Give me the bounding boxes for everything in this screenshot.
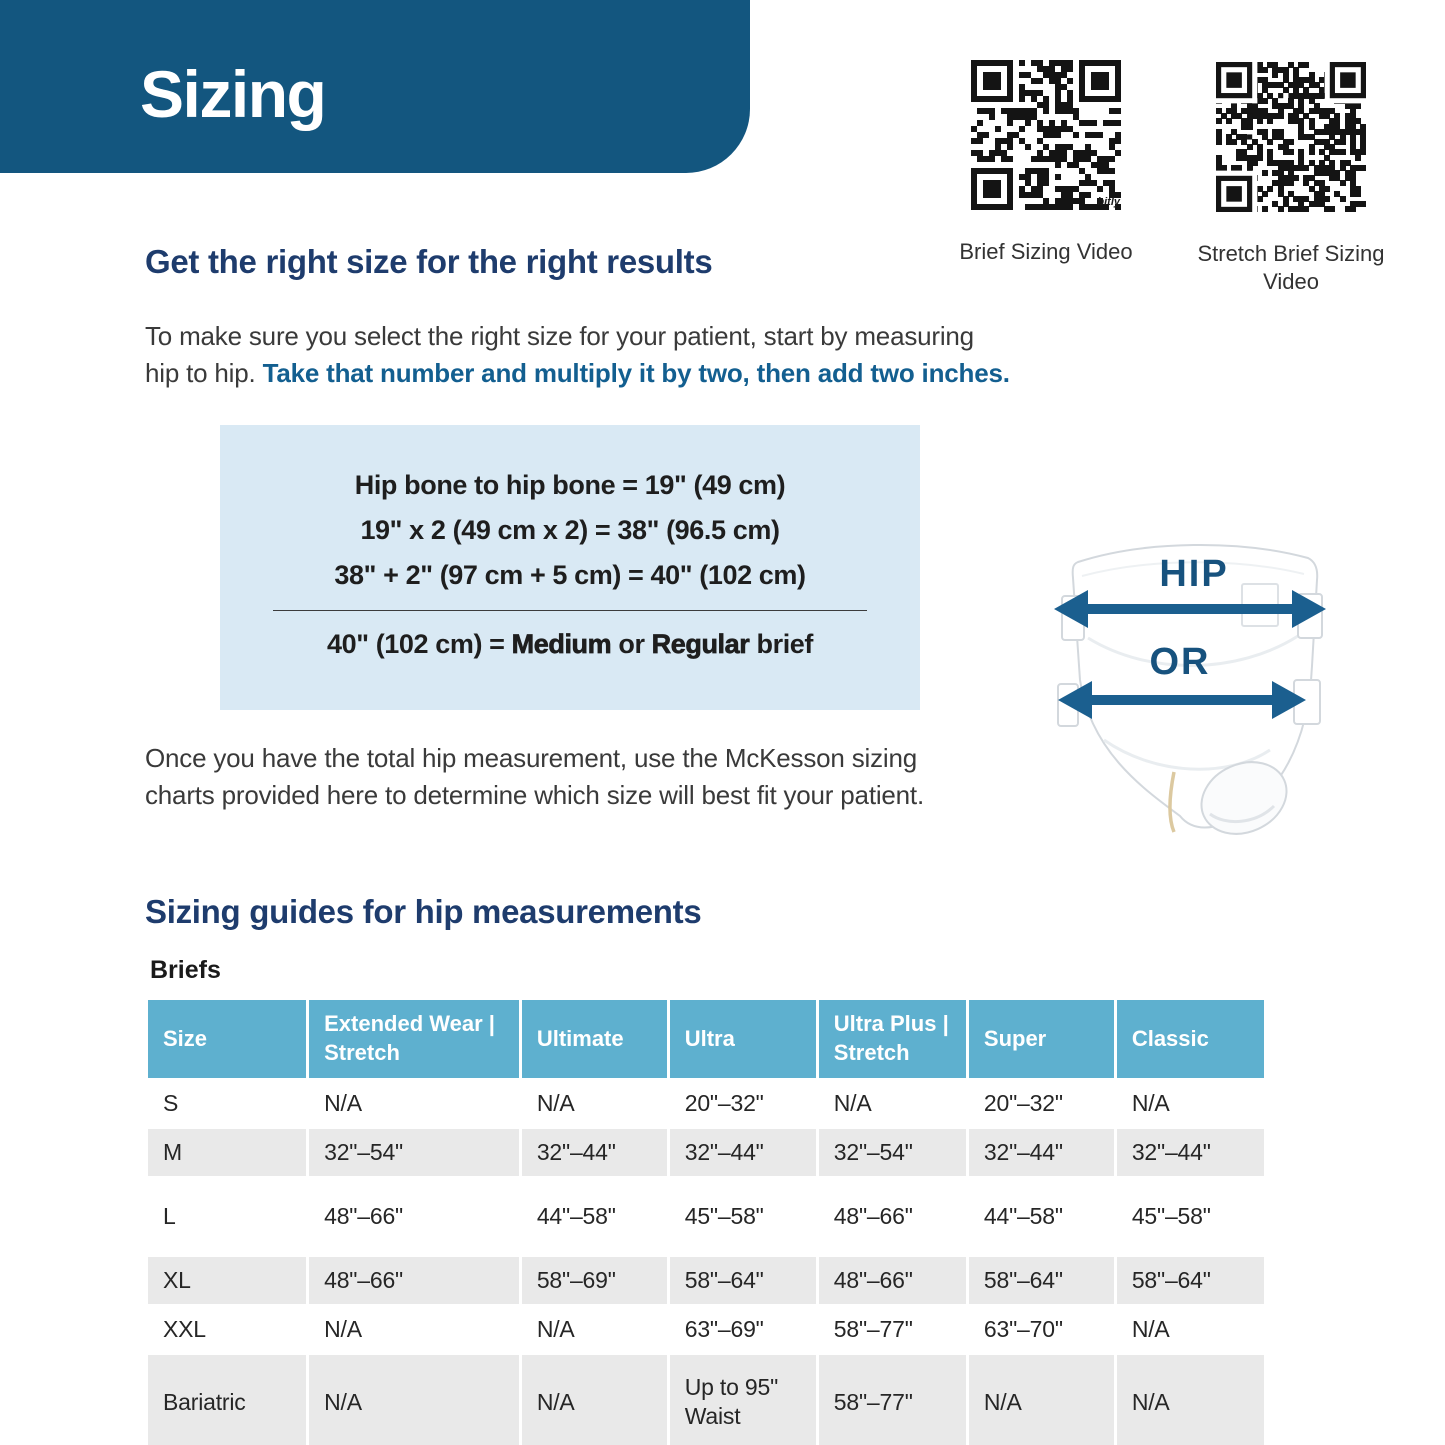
range-cell: N/A <box>309 1355 519 1445</box>
size-cell: XL <box>148 1257 306 1304</box>
qr-caption-brief-sizing: Brief Sizing Video <box>959 239 1133 264</box>
calculation-example-box <box>220 425 920 710</box>
range-cell: 32"–54" <box>309 1129 519 1176</box>
column-header: Size <box>148 1000 306 1078</box>
range-cell: 48"–66" <box>309 1178 519 1255</box>
range-cell: 32"–44" <box>1117 1129 1264 1176</box>
table-body <box>148 1080 1264 1445</box>
range-cell: 48"–66" <box>819 1257 966 1304</box>
calc-line-3: 38" + 2" (97 cm + 5 cm) = 40" (102 cm) <box>334 560 806 590</box>
range-cell: N/A <box>522 1355 667 1445</box>
or-label: OR <box>1149 641 1211 683</box>
qr-code-stretch-brief-sizing <box>1216 62 1366 212</box>
range-cell: 58"–64" <box>670 1257 816 1304</box>
range-cell: 58"–77" <box>819 1355 966 1445</box>
range-cell: N/A <box>309 1306 519 1353</box>
intro-line2-normal: hip to hip. <box>145 358 263 388</box>
qr-caption-stretch-brief-sizing: Stretch Brief Sizing Video <box>1197 241 1385 294</box>
intro-paragraph <box>145 318 1105 392</box>
range-cell: 63"–69" <box>670 1306 816 1353</box>
range-cell: 32"–44" <box>969 1129 1114 1176</box>
column-header: Super <box>969 1000 1114 1078</box>
sizing-table-wrap <box>145 998 1267 1445</box>
table-row <box>148 1306 1264 1353</box>
result-prefix: 40" (102 cm) = <box>326 629 512 659</box>
range-cell: N/A <box>522 1306 667 1353</box>
table-header-row <box>148 1000 1264 1078</box>
brief-illustration-svg <box>1046 514 1338 870</box>
after-line1: Once you have the total hip measurement, use the McKesson sizing <box>145 743 917 773</box>
range-cell: N/A <box>1117 1306 1264 1353</box>
column-header: Extended Wear | Stretch <box>309 1000 519 1078</box>
table-row <box>148 1257 1264 1304</box>
size-cell: L <box>148 1178 306 1255</box>
after-measurement-paragraph <box>145 740 1105 814</box>
column-header: Ultra Plus | Stretch <box>819 1000 966 1078</box>
range-cell: 63"–70" <box>969 1306 1114 1353</box>
range-cell: 20"–32" <box>969 1080 1114 1127</box>
range-cell: 48"–66" <box>819 1178 966 1255</box>
result-suffix: brief <box>749 629 814 659</box>
brief-illustration <box>1046 514 1338 870</box>
size-cell: Bariatric <box>148 1355 306 1445</box>
section-heading-right-size: Get the right size for the right results <box>145 243 713 280</box>
range-cell: N/A <box>1117 1080 1264 1127</box>
range-cell: 58"–64" <box>1117 1257 1264 1304</box>
size-cell: S <box>148 1080 306 1127</box>
range-cell: N/A <box>1117 1355 1264 1445</box>
divider-line <box>273 610 867 611</box>
range-cell: 44"–58" <box>522 1178 667 1255</box>
section-heading-sizing-guides: Sizing guides for hip measurements <box>145 893 702 930</box>
table-header-row-container <box>148 1000 1264 1078</box>
table-row <box>148 1080 1264 1127</box>
range-cell: 32"–44" <box>670 1129 816 1176</box>
range-cell: 32"–44" <box>522 1129 667 1176</box>
calc-line-1: Hip bone to hip bone = 19" (49 cm) <box>354 470 786 500</box>
result-size-regular: Regular <box>651 629 750 659</box>
range-cell: 45"–58" <box>670 1178 816 1255</box>
hip-label: HIP <box>1159 553 1229 595</box>
qr-code-brief-sizing <box>971 60 1121 210</box>
qr-figure-brief-sizing <box>932 60 1160 266</box>
column-header: Ultra <box>670 1000 816 1078</box>
range-cell: 32"–54" <box>819 1129 966 1176</box>
briefs-sizing-table <box>145 998 1267 1445</box>
range-cell: 48"–66" <box>309 1257 519 1304</box>
bitly-mark: bitly <box>1097 196 1120 208</box>
column-header: Ultimate <box>522 1000 667 1078</box>
size-cell: XXL <box>148 1306 306 1353</box>
table-subheading-briefs: Briefs <box>150 956 221 984</box>
range-cell: 45"–58" <box>1117 1178 1264 1255</box>
column-header: Classic <box>1117 1000 1264 1078</box>
calc-result-line <box>220 629 920 660</box>
range-cell: 44"–58" <box>969 1178 1114 1255</box>
after-line2: charts provided here to determine which size will best fit your patient. <box>145 780 924 810</box>
table-row <box>148 1129 1264 1176</box>
range-cell: N/A <box>969 1355 1114 1445</box>
intro-line1: To make sure you select the right size for your patient, start by measuring <box>145 321 974 351</box>
table-row <box>148 1178 1264 1255</box>
size-cell: M <box>148 1129 306 1176</box>
calc-line-2: 19" x 2 (49 cm x 2) = 38" (96.5 cm) <box>360 515 780 545</box>
range-cell: 58"–77" <box>819 1306 966 1353</box>
range-cell: 20"–32" <box>670 1080 816 1127</box>
range-cell: N/A <box>522 1080 667 1127</box>
result-size-medium: Medium <box>511 629 612 659</box>
range-cell: N/A <box>819 1080 966 1127</box>
range-cell: 58"–69" <box>522 1257 667 1304</box>
range-cell: 58"–64" <box>969 1257 1114 1304</box>
range-cell: Up to 95" Waist <box>670 1355 816 1445</box>
page-title: Sizing <box>140 57 326 131</box>
intro-line2-bold: Take that number and multiply it by two, then add two inches. <box>262 358 1010 388</box>
qr-figure-stretch-brief-sizing <box>1180 62 1402 295</box>
header-banner <box>0 0 750 173</box>
result-mid: or <box>611 629 652 659</box>
range-cell: N/A <box>309 1080 519 1127</box>
table-row <box>148 1355 1264 1445</box>
